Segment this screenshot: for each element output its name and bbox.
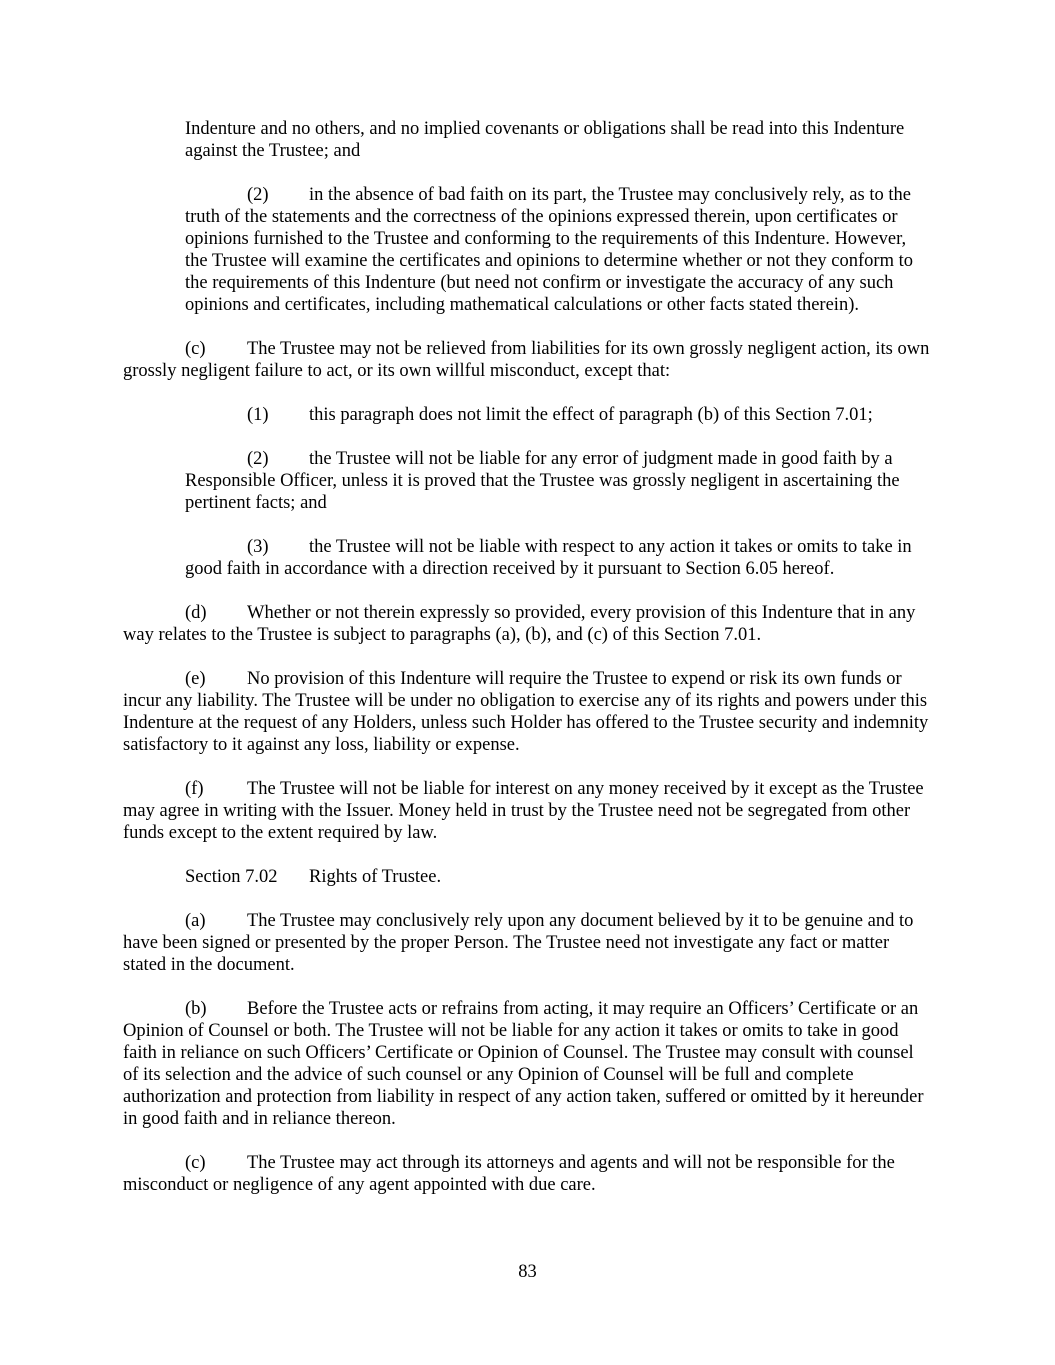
paragraph-lettered-d	[123, 602, 930, 646]
paragraph-lettered-f	[123, 778, 930, 844]
paragraph-text: this paragraph does not limit the effect of paragraph (b) of this Section 7.01;	[309, 405, 873, 425]
paragraph-numbered-2	[185, 184, 930, 316]
paragraph-number: (3)	[247, 537, 269, 557]
paragraph-numbered-1	[185, 404, 930, 426]
paragraph-letter: (c)	[185, 1153, 206, 1173]
paragraph-text: The Trustee may act through its attorneys and agents and will not be responsible for the misconduct or negligence of any agent appointed with due care.	[123, 1153, 895, 1195]
paragraph-letter: (b)	[185, 999, 207, 1019]
section-title: Rights of Trustee.	[309, 867, 442, 887]
paragraph-text: the Trustee will not be liable with respect to any action it takes or omits to take in good faith in accordance with a direction received by it pursuant to Section 6.05 hereof.	[185, 537, 912, 579]
paragraph-text: in the absence of bad faith on its part, the Trustee may conclusively rely, as to the truth of the statements and the correctness of the opinions expressed therein, upon certificates or opinions furnished to the Trustee and conforming to the requirements of this Indenture. However, the Trustee will examine the certificates and opinions to determine whether or not they conform to the requirements of this Indenture (but need not confirm or investigate the accuracy of any such opinions and certificates, including mathematical calculations or other facts stated therein).	[185, 185, 913, 315]
paragraph-lettered-c-702	[123, 1152, 930, 1196]
section-heading-702	[123, 866, 930, 888]
paragraph-text: Whether or not therein expressly so provided, every provision of this Indenture that in any way relates to the Trustee is subject to paragraphs (a), (b), and (c) of this Section 7.01.	[123, 603, 916, 645]
paragraph-number: (2)	[247, 185, 269, 205]
paragraph-lettered-e	[123, 668, 930, 756]
paragraph-letter: (f)	[185, 779, 204, 799]
paragraph-text: The Trustee will not be liable for interest on any money received by it except as the Trustee may agree in writing with the Issuer. Money held in trust by the Trustee need not be segregated from other funds except to the extent required by law.	[123, 779, 924, 843]
paragraph-numbered-3	[185, 536, 930, 580]
paragraph-text: No provision of this Indenture will require the Trustee to expend or risk its own funds or incur any liability. The Trustee will be under no obligation to exercise any of its rights and powers under this Indenture at the request of any Holders, unless such Holder has offered to the Trustee security and indemnity satisfactory to it against any loss, liability or expense.	[123, 669, 929, 755]
paragraph-text: The Trustee may not be relieved from liabilities for its own grossly negligent action, its own grossly negligent failure to act, or its own willful misconduct, except that:	[123, 339, 930, 381]
section-number: Section 7.02	[185, 867, 278, 887]
paragraph-lettered-b-702	[123, 998, 930, 1130]
paragraph-text: the Trustee will not be liable for any error of judgment made in good faith by a Responsible Officer, unless it is proved that the Trustee was grossly negligent in ascertaining the pertinent facts; and	[185, 449, 900, 513]
paragraph-lettered-c-701	[123, 338, 930, 382]
paragraph-number: (2)	[247, 449, 269, 469]
paragraph-numbered-2b	[185, 448, 930, 514]
paragraph-letter: (a)	[185, 911, 206, 931]
page-number: 83	[518, 1262, 537, 1282]
paragraph-text: Before the Trustee acts or refrains from acting, it may require an Officers’ Certificate or an Opinion of Counsel or both. The Trustee will not be liable for any action it takes or omits to take in good faith in reliance on such Officers’ Certificate or Opinion of Counsel. The Trustee may consult with counsel of its selection and the advice of such counsel or any Opinion of Counsel will be full and complete authorization and protection from liability in respect of any action taken, suffered or omitted by it hereunder in good faith and in reliance thereon.	[123, 999, 924, 1129]
paragraph-letter: (e)	[185, 669, 206, 689]
document-body	[123, 118, 930, 1218]
paragraph-number: (1)	[247, 405, 269, 425]
paragraph-text: The Trustee may conclusively rely upon any document believed by it to be genuine and to have been signed or presented by the proper Person. The Trustee need not investigate any fact or matter stated in the document.	[123, 911, 914, 975]
paragraph-letter: (d)	[185, 603, 207, 623]
paragraph-letter: (c)	[185, 339, 206, 359]
paragraph-lettered-a-702	[123, 910, 930, 976]
paragraph-text: Indenture and no others, and no implied covenants or obligations shall be read into this Indenture against the Trustee; and	[185, 119, 905, 161]
paragraph-continuation	[185, 118, 930, 162]
